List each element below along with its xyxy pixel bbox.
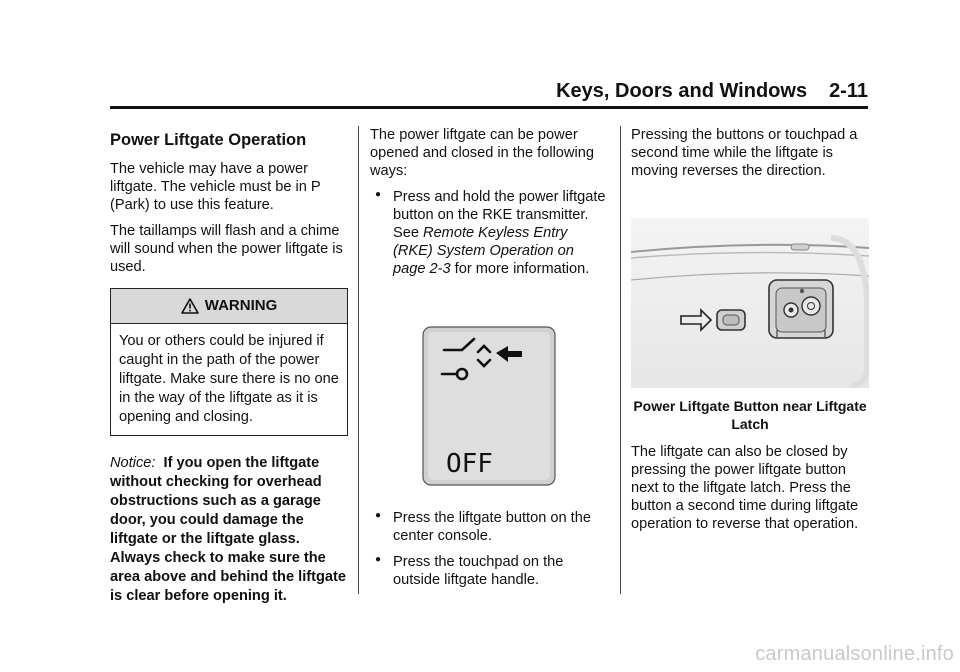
notice-paragraph	[110, 454, 348, 606]
page-header	[110, 80, 868, 109]
header-text	[556, 80, 868, 102]
column-divider-2	[620, 126, 621, 594]
list-item-text: Press and hold the power liftgate button on the RKE transmitter. See	[393, 189, 606, 241]
column-3	[631, 126, 869, 541]
section-title: Keys, Doors and Windows	[556, 80, 808, 102]
close-paragraph: The liftgate can also be closed by pressing the power liftgate button next to the liftgate latch. Press the button a second time during liftgate operation to reverse that operation.	[631, 444, 859, 532]
ways-list-cont	[370, 509, 608, 589]
warning-title: WARNING	[204, 297, 278, 314]
bullet-icon: ●	[375, 510, 382, 521]
warning-body: You or others could be injured if caught in the path of the power liftgate. Make sure there is no one in the way of the liftgate as it is opening and closing.	[119, 333, 339, 425]
liftgate-latch-figure	[631, 218, 869, 388]
reverse-paragraph: Pressing the buttons or touchpad a second time while the liftgate is moving reverses the direction.	[631, 127, 858, 179]
column-2	[370, 126, 608, 597]
page-number: 2-11	[829, 80, 868, 102]
notice-text: If you open the liftgate without checking for overhead obstructions such as a garage door, you could damage the liftgate or the liftgate glass. Always check to make sure the area above and behind the liftgate is clear before opening it.	[110, 455, 346, 604]
section-heading: Power Liftgate Operation	[110, 131, 307, 149]
rke-link[interactable]: Remote Keyless Entry (RKE) System Operation on page 2-3	[393, 225, 574, 277]
warning-triangle-icon	[181, 298, 199, 314]
display-off-label: OFF	[446, 449, 493, 479]
list-item-text-end: for more information.	[450, 261, 590, 277]
list-item	[370, 188, 608, 278]
notice-label: Notice:	[110, 455, 156, 471]
figure-caption: Power Liftgate Button near Liftgate Latch	[633, 398, 867, 432]
warning-header	[111, 289, 347, 324]
list-item-text: Press the liftgate button on the center console.	[393, 510, 591, 544]
taillamps-paragraph: The taillamps will flash and a chime will sound when the power liftgate is used.	[110, 223, 343, 275]
column-divider-1	[358, 126, 359, 594]
bullet-icon: ●	[375, 189, 382, 200]
intro-paragraph: The vehicle may have a power liftgate. The vehicle must be in P (Park) to use this feature.	[110, 161, 321, 213]
bullet-icon: ●	[375, 554, 382, 565]
column-1	[110, 126, 348, 614]
warning-box	[110, 288, 348, 436]
watermark: carmanualsonline.info	[755, 643, 954, 665]
list-item-text: Press the touchpad on the outside liftgate handle.	[393, 554, 564, 588]
console-button-figure	[422, 326, 556, 486]
list-item	[370, 553, 608, 589]
list-item	[370, 509, 608, 545]
ways-list	[370, 188, 608, 278]
ways-intro: The power liftgate can be power opened and closed in the following ways:	[370, 127, 594, 179]
